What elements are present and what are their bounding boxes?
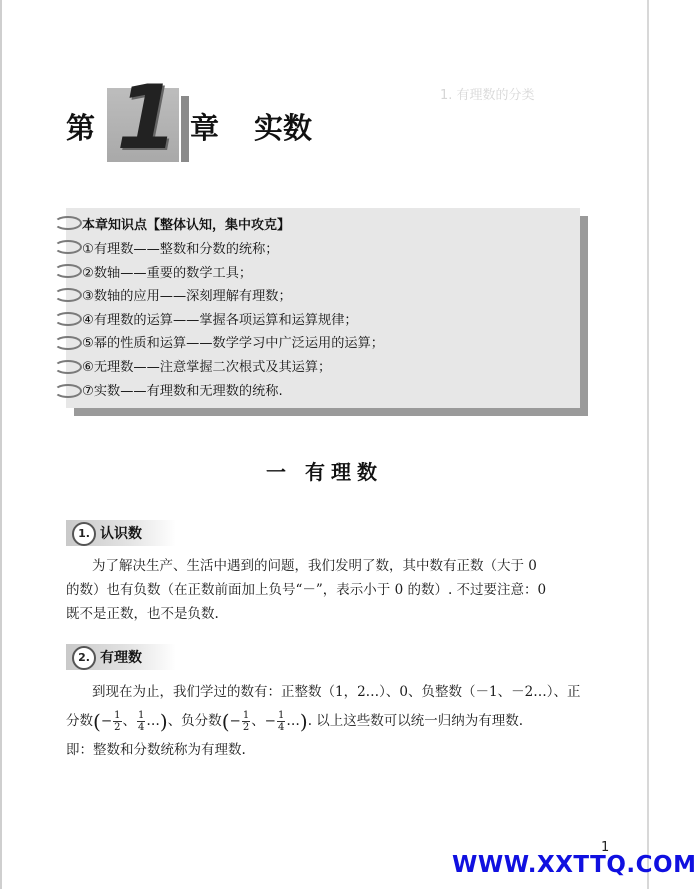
bleed-through: 1. 有理数的分类 (440, 88, 535, 103)
chapter-suffix: 章 (190, 111, 220, 145)
overview-item: ⑦实数——有理数和无理数的统称. (82, 383, 283, 399)
fraction-numerator: 1 (242, 710, 250, 721)
subsection-header (66, 520, 176, 546)
ring-binding-icon (54, 216, 82, 230)
paragraph-line: 的数）也有负数（在正数前面加上负号“－”，表示小于 0 的数）. 不过要注意：0 (66, 582, 547, 598)
chapter-number: 1 (116, 66, 178, 169)
paragraph-line-with-fractions: 分数(− $\frac{1}{2}$ 、 $\frac{1}{4}$ …)、负分数(− $\frac{1}{2}$ 、− $\frac{1}{4}$ …). 以上这些数可以统一归纳为有理数. (66, 709, 524, 734)
ring-binding-icon (54, 264, 82, 278)
overview-item: ②数轴——重要的数学工具； (82, 265, 253, 281)
text-fraction-label: 分数 (66, 713, 93, 729)
overview-item: ③数轴的应用——深刻理解有理数； (82, 289, 292, 305)
overview-list (82, 238, 384, 403)
fraction-denominator: 4 (278, 722, 285, 733)
paragraph-line: 既不是正数，也不是负数. (66, 606, 219, 622)
paragraph-line: 为了解决生产、生活中遇到的问题，我们发明了数，其中数有正数（大于 0 (92, 558, 537, 574)
ring-binding-icon (54, 312, 82, 326)
subsection-number-badge: 2. (72, 646, 96, 670)
subsection-number-badge: 1. (72, 522, 96, 546)
fraction (277, 710, 285, 733)
fraction-denominator: 2 (114, 722, 121, 733)
paren-open: ( (221, 709, 230, 734)
subsection-header (66, 644, 176, 670)
paren-open: ( (93, 709, 101, 734)
paren-close: ) (299, 709, 308, 734)
paragraph-line: 即：整数和分数统称为有理数. (66, 742, 246, 758)
section-title: 一 有理数 (266, 460, 383, 484)
watermark: WWW.XXTTQ.COM (452, 852, 696, 878)
ring-binding-icon (54, 336, 82, 350)
fraction-denominator: 2 (242, 722, 250, 733)
chapter-title: 实数 (254, 111, 313, 145)
fraction-numerator: 1 (278, 710, 285, 721)
chapter-number-box (107, 66, 179, 169)
text-negative-fraction-label: 、负分数 (167, 713, 222, 729)
fraction (113, 710, 121, 733)
chapter-number-shadow (181, 96, 189, 162)
paragraph-line: 到现在为止，我们学过的数有：正整数（1，2…）、0、负整数（－1、－2…）、正 (92, 684, 581, 700)
ring-binding-icon (54, 360, 82, 374)
subsection-label: 有理数 (100, 650, 142, 666)
subsection-label: 认识数 (100, 526, 142, 542)
chapter-prefix: 第 (66, 111, 96, 145)
ring-binding-icon (54, 384, 82, 398)
paren-close: ) (159, 709, 168, 734)
page-number: 1 (601, 840, 610, 855)
ring-binding-icon (54, 240, 82, 254)
ring-binding-icon (54, 288, 82, 302)
fraction (137, 710, 145, 733)
overview-item: ⑤幂的性质和运算——数学学习中广泛运用的运算； (82, 336, 384, 352)
chapter-header (66, 66, 386, 169)
overview-heading: 本章知识点【整体认知，集中攻克】 (82, 218, 291, 233)
fraction-denominator: 4 (138, 722, 145, 733)
fraction-numerator: 1 (138, 710, 145, 721)
overview-item: ⑥无理数——注意掌握二次根式及其运算； (82, 359, 332, 375)
fraction-numerator: 1 (114, 710, 121, 721)
overview-item: ④有理数的运算——掌握各项运算和运算规律； (82, 312, 358, 328)
fraction (242, 710, 250, 733)
overview-item: ①有理数——整数和分数的统称； (82, 242, 279, 257)
text-summary: . 以上这些数可以统一归纳为有理数. (307, 713, 524, 729)
paragraph-recognizing-numbers (66, 554, 584, 626)
chapter-overview-box (66, 208, 580, 408)
paragraph-rational-numbers (66, 680, 584, 762)
